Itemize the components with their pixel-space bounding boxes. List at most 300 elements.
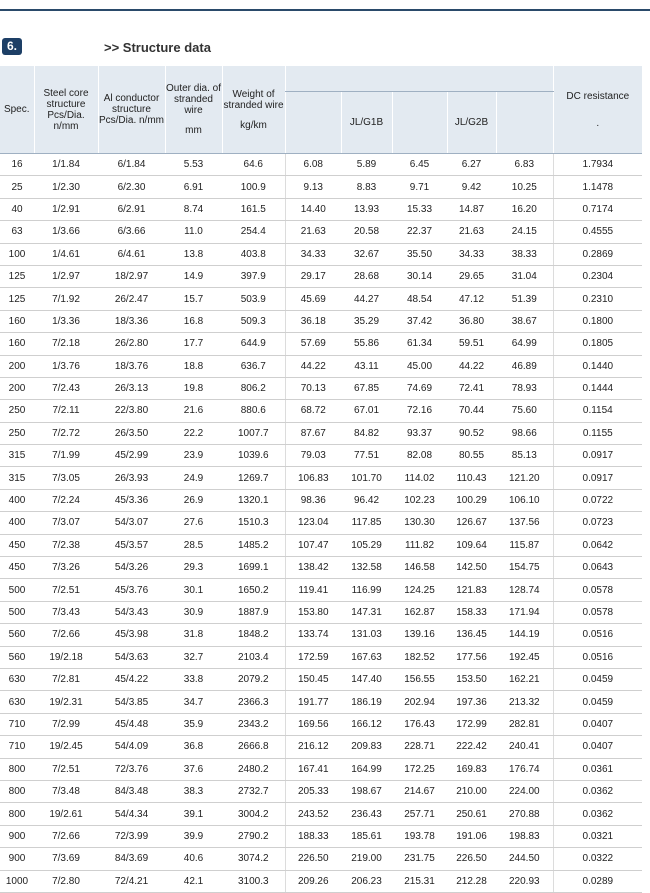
cell-dc-resistance: 0.1444 xyxy=(553,377,642,399)
cell-g2-b: 137.56 xyxy=(496,512,553,534)
cell-g1-b: 164.99 xyxy=(341,758,392,780)
cell-spec: 800 xyxy=(0,758,34,780)
cell-dc-resistance: 0.0723 xyxy=(553,512,642,534)
cell-g1-c: 22.37 xyxy=(392,221,447,243)
cell-spec: 315 xyxy=(0,445,34,467)
cell-weight: 509.3 xyxy=(222,310,285,332)
table-row xyxy=(0,601,642,623)
cell-g1-a: 44.22 xyxy=(285,355,341,377)
cell-g2-b: 51.39 xyxy=(496,288,553,310)
cell-g1-b: 44.27 xyxy=(341,288,392,310)
table-row xyxy=(0,221,642,243)
cell-dc-resistance: 0.0516 xyxy=(553,646,642,668)
cell-g1-b: 167.63 xyxy=(341,646,392,668)
table-row xyxy=(0,758,642,780)
cell-steel-core: 7/3.07 xyxy=(34,512,98,534)
cell-weight: 1485.2 xyxy=(222,534,285,556)
cell-g1-a: 14.40 xyxy=(285,198,341,220)
cell-dc-resistance: 0.1154 xyxy=(553,400,642,422)
cell-g2-a: 34.33 xyxy=(447,243,496,265)
cell-spec: 560 xyxy=(0,624,34,646)
cell-steel-core: 7/2.99 xyxy=(34,713,98,735)
cell-spec: 400 xyxy=(0,512,34,534)
cell-dc-resistance: 0.0578 xyxy=(553,579,642,601)
cell-g1-a: 150.45 xyxy=(285,668,341,690)
cell-g2-a: 44.22 xyxy=(447,355,496,377)
cell-g1-c: 162.87 xyxy=(392,601,447,623)
cell-g2-b: 31.04 xyxy=(496,265,553,287)
cell-al-conductor: 6/2.30 xyxy=(98,176,165,198)
table-row xyxy=(0,624,642,646)
cell-g1-c: 111.82 xyxy=(392,534,447,556)
cell-g1-b: 43.11 xyxy=(341,355,392,377)
table-row xyxy=(0,646,642,668)
cell-steel-core: 7/2.51 xyxy=(34,758,98,780)
header-strength-group xyxy=(285,66,553,92)
top-rule xyxy=(0,9,650,11)
cell-steel-core: 7/2.43 xyxy=(34,377,98,399)
table-row xyxy=(0,803,642,825)
cell-g1-a: 29.17 xyxy=(285,265,341,287)
cell-spec: 630 xyxy=(0,691,34,713)
cell-spec: 710 xyxy=(0,736,34,758)
cell-g2-a: 226.50 xyxy=(447,848,496,870)
cell-al-conductor: 26/2.80 xyxy=(98,333,165,355)
cell-g2-b: 16.20 xyxy=(496,198,553,220)
table-body xyxy=(0,154,642,893)
cell-outer-dia: 39.9 xyxy=(165,825,222,847)
cell-g1-c: 48.54 xyxy=(392,288,447,310)
cell-g1-a: 79.03 xyxy=(285,445,341,467)
cell-g2-b: 75.60 xyxy=(496,400,553,422)
cell-g2-b: 224.00 xyxy=(496,780,553,802)
cell-outer-dia: 27.6 xyxy=(165,512,222,534)
cell-weight: 644.9 xyxy=(222,333,285,355)
cell-weight: 2790.2 xyxy=(222,825,285,847)
cell-steel-core: 7/2.38 xyxy=(34,534,98,556)
cell-g1-b: 55.86 xyxy=(341,333,392,355)
cell-g2-a: 80.55 xyxy=(447,445,496,467)
cell-outer-dia: 36.8 xyxy=(165,736,222,758)
table-row xyxy=(0,333,642,355)
cell-g1-b: 5.89 xyxy=(341,154,392,176)
cell-weight: 3074.2 xyxy=(222,848,285,870)
cell-spec: 16 xyxy=(0,154,34,176)
cell-g1-b: 147.31 xyxy=(341,601,392,623)
cell-g1-b: 131.03 xyxy=(341,624,392,646)
cell-steel-core: 7/1.92 xyxy=(34,288,98,310)
cell-g2-a: 191.06 xyxy=(447,825,496,847)
cell-al-conductor: 84/3.69 xyxy=(98,848,165,870)
cell-weight: 636.7 xyxy=(222,355,285,377)
cell-g2-b: 128.74 xyxy=(496,579,553,601)
table-header xyxy=(0,66,642,154)
cell-g1-c: 74.69 xyxy=(392,377,447,399)
cell-g1-a: 98.36 xyxy=(285,489,341,511)
header-al-conductor: Al conductor structure Pcs/Dia. n/mm xyxy=(98,66,165,154)
cell-g1-a: 205.33 xyxy=(285,780,341,802)
cell-g1-a: 106.83 xyxy=(285,467,341,489)
cell-spec: 25 xyxy=(0,176,34,198)
table-row xyxy=(0,512,642,534)
cell-al-conductor: 6/3.66 xyxy=(98,221,165,243)
cell-g1-c: 82.08 xyxy=(392,445,447,467)
cell-weight: 403.8 xyxy=(222,243,285,265)
cell-al-conductor: 6/4.61 xyxy=(98,243,165,265)
cell-steel-core: 7/3.69 xyxy=(34,848,98,870)
cell-steel-core: 7/2.11 xyxy=(34,400,98,422)
cell-g2-b: 213.32 xyxy=(496,691,553,713)
cell-steel-core: 7/1.99 xyxy=(34,445,98,467)
cell-g1-b: 13.93 xyxy=(341,198,392,220)
cell-g1-c: 124.25 xyxy=(392,579,447,601)
cell-outer-dia: 11.0 xyxy=(165,221,222,243)
cell-weight: 397.9 xyxy=(222,265,285,287)
cell-dc-resistance: 0.0578 xyxy=(553,601,642,623)
cell-g1-a: 216.12 xyxy=(285,736,341,758)
cell-g2-a: 29.65 xyxy=(447,265,496,287)
cell-g2-a: 70.44 xyxy=(447,400,496,422)
cell-g2-a: 109.64 xyxy=(447,534,496,556)
cell-outer-dia: 17.7 xyxy=(165,333,222,355)
cell-weight: 503.9 xyxy=(222,288,285,310)
cell-outer-dia: 24.9 xyxy=(165,467,222,489)
table-row xyxy=(0,154,642,176)
cell-g1-a: 9.13 xyxy=(285,176,341,198)
cell-g1-b: 116.99 xyxy=(341,579,392,601)
cell-al-conductor: 54/3.26 xyxy=(98,557,165,579)
cell-g2-b: 192.45 xyxy=(496,646,553,668)
cell-dc-resistance: 0.0322 xyxy=(553,848,642,870)
cell-g2-b: 240.41 xyxy=(496,736,553,758)
cell-g1-b: 67.85 xyxy=(341,377,392,399)
cell-weight: 1650.2 xyxy=(222,579,285,601)
cell-g1-a: 70.13 xyxy=(285,377,341,399)
cell-g1-a: 191.77 xyxy=(285,691,341,713)
cell-g2-a: 126.67 xyxy=(447,512,496,534)
cell-weight: 806.2 xyxy=(222,377,285,399)
header-weight-label: Weight of stranded wire xyxy=(223,88,284,111)
cell-steel-core: 7/2.51 xyxy=(34,579,98,601)
cell-g1-a: 226.50 xyxy=(285,848,341,870)
cell-outer-dia: 19.8 xyxy=(165,377,222,399)
cell-dc-resistance: 0.0516 xyxy=(553,624,642,646)
cell-g1-a: 6.08 xyxy=(285,154,341,176)
cell-spec: 560 xyxy=(0,646,34,668)
cell-g1-a: 119.41 xyxy=(285,579,341,601)
cell-weight: 1887.9 xyxy=(222,601,285,623)
cell-g1-b: 67.01 xyxy=(341,400,392,422)
cell-dc-resistance: 0.0459 xyxy=(553,691,642,713)
cell-g1-c: 214.67 xyxy=(392,780,447,802)
cell-g2-a: 158.33 xyxy=(447,601,496,623)
cell-outer-dia: 14.9 xyxy=(165,265,222,287)
cell-g1-b: 132.58 xyxy=(341,557,392,579)
cell-g2-b: 106.10 xyxy=(496,489,553,511)
cell-dc-resistance: 0.0642 xyxy=(553,534,642,556)
cell-al-conductor: 54/3.07 xyxy=(98,512,165,534)
header-outer-dia xyxy=(165,66,222,154)
cell-g1-c: 156.55 xyxy=(392,668,447,690)
cell-spec: 160 xyxy=(0,333,34,355)
cell-g1-a: 172.59 xyxy=(285,646,341,668)
cell-g1-a: 188.33 xyxy=(285,825,341,847)
cell-weight: 1320.1 xyxy=(222,489,285,511)
cell-spec: 450 xyxy=(0,534,34,556)
cell-g1-c: 193.78 xyxy=(392,825,447,847)
cell-dc-resistance: 0.0362 xyxy=(553,780,642,802)
cell-outer-dia: 23.9 xyxy=(165,445,222,467)
cell-steel-core: 7/2.24 xyxy=(34,489,98,511)
cell-outer-dia: 5.53 xyxy=(165,154,222,176)
cell-g1-c: 231.75 xyxy=(392,848,447,870)
cell-dc-resistance: 0.2304 xyxy=(553,265,642,287)
cell-g2-a: 36.80 xyxy=(447,310,496,332)
cell-g1-b: 219.00 xyxy=(341,848,392,870)
cell-g2-b: 198.83 xyxy=(496,825,553,847)
cell-weight: 1007.7 xyxy=(222,422,285,444)
cell-g1-b: 101.70 xyxy=(341,467,392,489)
cell-al-conductor: 45/2.99 xyxy=(98,445,165,467)
table-row xyxy=(0,780,642,802)
cell-g1-c: 102.23 xyxy=(392,489,447,511)
cell-g1-c: 9.71 xyxy=(392,176,447,198)
cell-spec: 900 xyxy=(0,825,34,847)
header-weight-unit: kg/km xyxy=(240,119,267,131)
cell-g1-b: 209.83 xyxy=(341,736,392,758)
cell-outer-dia: 40.6 xyxy=(165,848,222,870)
cell-g1-c: 257.71 xyxy=(392,803,447,825)
header-outer-dia-unit: mm xyxy=(185,125,202,136)
cell-weight: 1039.6 xyxy=(222,445,285,467)
cell-dc-resistance: 0.1440 xyxy=(553,355,642,377)
cell-outer-dia: 21.6 xyxy=(165,400,222,422)
cell-g1-b: 20.58 xyxy=(341,221,392,243)
cell-g2-b: 282.81 xyxy=(496,713,553,735)
cell-g2-b: 46.89 xyxy=(496,355,553,377)
cell-outer-dia: 8.74 xyxy=(165,198,222,220)
cell-g2-a: 59.51 xyxy=(447,333,496,355)
cell-al-conductor: 18/3.36 xyxy=(98,310,165,332)
cell-g1-b: 35.29 xyxy=(341,310,392,332)
table-row xyxy=(0,310,642,332)
cell-dc-resistance: 0.0917 xyxy=(553,467,642,489)
cell-spec: 1000 xyxy=(0,870,34,892)
cell-g1-c: 146.58 xyxy=(392,557,447,579)
cell-outer-dia: 28.5 xyxy=(165,534,222,556)
cell-g1-a: 34.33 xyxy=(285,243,341,265)
cell-g1-a: 21.63 xyxy=(285,221,341,243)
cell-al-conductor: 26/2.47 xyxy=(98,288,165,310)
cell-g2-b: 24.15 xyxy=(496,221,553,243)
cell-spec: 500 xyxy=(0,579,34,601)
cell-g2-a: 90.52 xyxy=(447,422,496,444)
cell-steel-core: 1/2.91 xyxy=(34,198,98,220)
structure-data-table xyxy=(0,66,642,893)
cell-g2-b: 64.99 xyxy=(496,333,553,355)
cell-steel-core: 1/3.76 xyxy=(34,355,98,377)
cell-weight: 254.4 xyxy=(222,221,285,243)
header-spec: Spec. xyxy=(0,66,34,154)
table-row xyxy=(0,288,642,310)
header-sub-3 xyxy=(392,92,447,154)
cell-outer-dia: 13.8 xyxy=(165,243,222,265)
cell-steel-core: 1/3.66 xyxy=(34,221,98,243)
cell-g2-a: 47.12 xyxy=(447,288,496,310)
cell-g1-c: 215.31 xyxy=(392,870,447,892)
cell-g1-c: 15.33 xyxy=(392,198,447,220)
cell-g1-a: 87.67 xyxy=(285,422,341,444)
cell-spec: 125 xyxy=(0,288,34,310)
cell-steel-core: 7/2.81 xyxy=(34,668,98,690)
cell-g1-a: 68.72 xyxy=(285,400,341,422)
cell-g1-c: 114.02 xyxy=(392,467,447,489)
cell-g1-b: 147.40 xyxy=(341,668,392,690)
cell-g2-b: 154.75 xyxy=(496,557,553,579)
cell-weight: 161.5 xyxy=(222,198,285,220)
cell-g1-a: 243.52 xyxy=(285,803,341,825)
table-row xyxy=(0,489,642,511)
cell-g1-a: 36.18 xyxy=(285,310,341,332)
cell-outer-dia: 38.3 xyxy=(165,780,222,802)
cell-g1-b: 105.29 xyxy=(341,534,392,556)
cell-al-conductor: 45/4.22 xyxy=(98,668,165,690)
cell-outer-dia: 37.6 xyxy=(165,758,222,780)
cell-weight: 64.6 xyxy=(222,154,285,176)
cell-steel-core: 19/2.61 xyxy=(34,803,98,825)
cell-steel-core: 7/2.66 xyxy=(34,825,98,847)
cell-g1-c: 228.71 xyxy=(392,736,447,758)
cell-g2-b: 85.13 xyxy=(496,445,553,467)
cell-dc-resistance: 1.1478 xyxy=(553,176,642,198)
table-row xyxy=(0,422,642,444)
cell-dc-resistance: 0.7174 xyxy=(553,198,642,220)
cell-al-conductor: 72/3.76 xyxy=(98,758,165,780)
cell-spec: 250 xyxy=(0,400,34,422)
header-sub-1 xyxy=(285,92,341,154)
cell-g2-a: 142.50 xyxy=(447,557,496,579)
cell-g2-b: 115.87 xyxy=(496,534,553,556)
cell-g1-c: 176.43 xyxy=(392,713,447,735)
table-row xyxy=(0,377,642,399)
cell-g1-b: 8.83 xyxy=(341,176,392,198)
cell-dc-resistance: 0.0362 xyxy=(553,803,642,825)
cell-outer-dia: 30.9 xyxy=(165,601,222,623)
cell-spec: 710 xyxy=(0,713,34,735)
cell-outer-dia: 26.9 xyxy=(165,489,222,511)
header-dc-resistance-unit: . xyxy=(596,117,600,129)
table-row xyxy=(0,579,642,601)
table-row xyxy=(0,668,642,690)
table-row xyxy=(0,557,642,579)
cell-g1-a: 153.80 xyxy=(285,601,341,623)
table-row xyxy=(0,825,642,847)
cell-g1-a: 107.47 xyxy=(285,534,341,556)
cell-g2-b: 121.20 xyxy=(496,467,553,489)
header-outer-dia-label: Outer dia. of stranded wire xyxy=(165,83,222,116)
cell-weight: 2343.2 xyxy=(222,713,285,735)
cell-al-conductor: 72/3.99 xyxy=(98,825,165,847)
cell-outer-dia: 6.91 xyxy=(165,176,222,198)
cell-dc-resistance: 0.1805 xyxy=(553,333,642,355)
cell-dc-resistance: 0.2310 xyxy=(553,288,642,310)
cell-steel-core: 7/2.80 xyxy=(34,870,98,892)
cell-dc-resistance: 0.0459 xyxy=(553,668,642,690)
cell-steel-core: 1/3.36 xyxy=(34,310,98,332)
table-row xyxy=(0,265,642,287)
header-jl-g1b: JL/G1B xyxy=(341,92,392,154)
cell-g2-b: 220.93 xyxy=(496,870,553,892)
cell-steel-core: 7/3.26 xyxy=(34,557,98,579)
cell-steel-core: 7/3.05 xyxy=(34,467,98,489)
cell-al-conductor: 18/2.97 xyxy=(98,265,165,287)
cell-g1-a: 209.26 xyxy=(285,870,341,892)
cell-g1-c: 172.25 xyxy=(392,758,447,780)
cell-spec: 40 xyxy=(0,198,34,220)
cell-g2-b: 176.74 xyxy=(496,758,553,780)
cell-al-conductor: 26/3.13 xyxy=(98,377,165,399)
cell-weight: 2666.8 xyxy=(222,736,285,758)
table-row xyxy=(0,713,642,735)
cell-g2-a: 72.41 xyxy=(447,377,496,399)
cell-g2-a: 136.45 xyxy=(447,624,496,646)
cell-steel-core: 1/1.84 xyxy=(34,154,98,176)
cell-outer-dia: 29.3 xyxy=(165,557,222,579)
cell-dc-resistance: 0.0643 xyxy=(553,557,642,579)
cell-steel-core: 19/2.18 xyxy=(34,646,98,668)
cell-g1-c: 61.34 xyxy=(392,333,447,355)
cell-g1-c: 37.42 xyxy=(392,310,447,332)
cell-dc-resistance: 0.1800 xyxy=(553,310,642,332)
cell-dc-resistance: 0.0361 xyxy=(553,758,642,780)
cell-g2-b: 6.83 xyxy=(496,154,553,176)
cell-g2-b: 244.50 xyxy=(496,848,553,870)
cell-outer-dia: 16.8 xyxy=(165,310,222,332)
cell-outer-dia: 30.1 xyxy=(165,579,222,601)
cell-g1-c: 45.00 xyxy=(392,355,447,377)
cell-g2-a: 222.42 xyxy=(447,736,496,758)
cell-al-conductor: 84/3.48 xyxy=(98,780,165,802)
header-jl-g2b: JL/G2B xyxy=(447,92,496,154)
cell-g1-a: 123.04 xyxy=(285,512,341,534)
cell-weight: 880.6 xyxy=(222,400,285,422)
cell-g1-c: 139.16 xyxy=(392,624,447,646)
cell-spec: 450 xyxy=(0,557,34,579)
cell-spec: 800 xyxy=(0,803,34,825)
cell-al-conductor: 54/3.85 xyxy=(98,691,165,713)
cell-g2-b: 78.93 xyxy=(496,377,553,399)
table-row xyxy=(0,534,642,556)
cell-al-conductor: 45/3.76 xyxy=(98,579,165,601)
cell-g1-a: 45.69 xyxy=(285,288,341,310)
cell-steel-core: 19/2.31 xyxy=(34,691,98,713)
cell-g1-b: 186.19 xyxy=(341,691,392,713)
cell-outer-dia: 32.7 xyxy=(165,646,222,668)
cell-g2-a: 9.42 xyxy=(447,176,496,198)
cell-g2-a: 121.83 xyxy=(447,579,496,601)
cell-steel-core: 1/2.97 xyxy=(34,265,98,287)
table-row xyxy=(0,355,642,377)
header-dc-resistance-label: DC resistance xyxy=(566,90,630,102)
cell-spec: 63 xyxy=(0,221,34,243)
cell-g1-b: 96.42 xyxy=(341,489,392,511)
cell-dc-resistance: 0.0407 xyxy=(553,713,642,735)
cell-spec: 200 xyxy=(0,355,34,377)
cell-g2-b: 144.19 xyxy=(496,624,553,646)
cell-g1-c: 130.30 xyxy=(392,512,447,534)
cell-al-conductor: 6/1.84 xyxy=(98,154,165,176)
cell-dc-resistance: 0.0407 xyxy=(553,736,642,758)
